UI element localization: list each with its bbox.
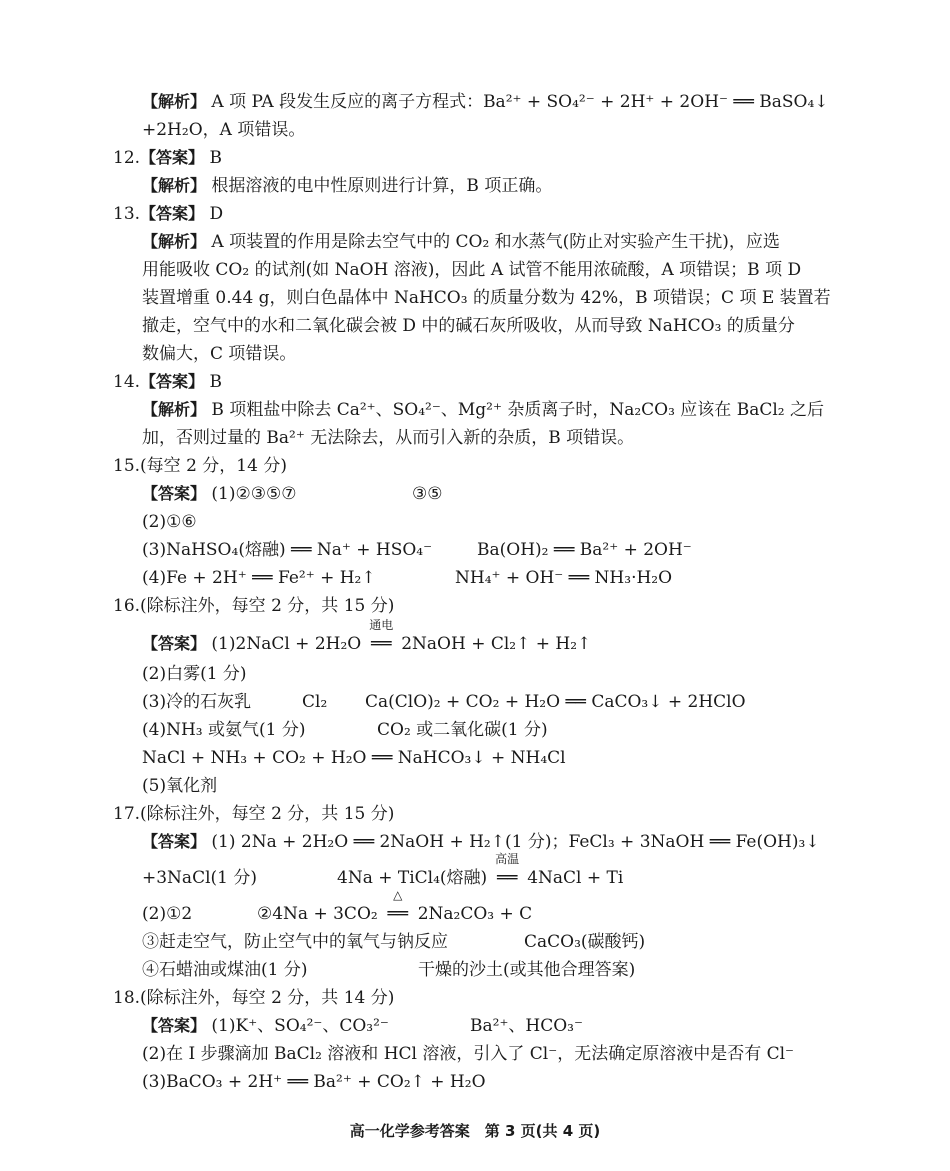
q14-number: 14.: [113, 372, 141, 392]
q17-part1c: [337, 852, 624, 890]
q17-part3b: CaCO₃(碳酸钙): [524, 932, 646, 952]
q16-answer-line1: [142, 618, 592, 656]
q14-answer: [113, 370, 222, 394]
q13-answer-tag: 【答案】: [140, 204, 205, 223]
q11-jiexi-tag: 【解析】: [142, 92, 207, 111]
q17-condition-arrow-2: △ ══: [378, 902, 418, 926]
q17-condition-arrow-1: 高温 ══: [487, 866, 527, 890]
q16-line3: [142, 690, 746, 714]
q18-part1b: Ba²⁺、HCO₃⁻: [470, 1016, 583, 1036]
q15-answer-tag: 【答案】: [142, 484, 207, 503]
q17-part1a: (1) 2Na + 2H₂O ══ 2NaOH + H₂↑(1 分)；FeCl₃ + 3NaOH ══ Fe(OH)₃↓: [211, 832, 820, 852]
q12-answer: [113, 146, 222, 170]
q17-part2b: [257, 888, 533, 926]
q17-part1c-left: 4Na + TiCl₄(熔融): [337, 868, 488, 888]
q17-line3: [142, 930, 646, 954]
q13-answer-value: D: [209, 204, 224, 224]
q17-condition-label-1: 高温: [495, 852, 520, 866]
q18-part2: (2)在 Ⅰ 步骤滴加 BaCl₂ 溶液和 HCl 溶液，引入了 Cl⁻，无法确定原溶液中是否有 Cl⁻: [142, 1044, 795, 1064]
q18-header: 18.(除标注外，每空 2 分，共 14 分): [113, 988, 395, 1008]
q16-part1-left: (1)2NaCl + 2H₂O: [211, 634, 362, 654]
q14-jiexi-line2: 加，否则过量的 Ba²⁺ 无法除去，从而引入新的杂质，B 项错误。: [142, 428, 635, 448]
q15-answer-line1: [142, 482, 443, 506]
q11-line1: [142, 90, 829, 114]
q16-condition-arrow: 通电 ══: [361, 632, 401, 656]
q17-part2b-left: ②4Na + 3CO₂: [257, 904, 378, 924]
q15-part2: (2)①⑥: [142, 512, 197, 532]
q15-header: 15.(每空 2 分，14 分): [113, 456, 287, 476]
q16-part4b: CO₂ 或二氧化碳(1 分): [377, 720, 548, 740]
q15-line3: [142, 538, 692, 562]
q15-part3a: (3)NaHSO₄(熔融) ══ Na⁺ + HSO₄⁻: [142, 540, 433, 560]
q13-answer: [113, 202, 223, 226]
q16-answer-tag: 【答案】: [142, 634, 207, 653]
q16-part3c: Ca(ClO)₂ + CO₂ + H₂O ══ CaCO₃↓ + 2HClO: [365, 692, 746, 712]
q17-part2a: (2)①2: [142, 904, 193, 924]
q18-answer-tag: 【答案】: [142, 1016, 207, 1035]
q16-part4c: NaCl + NH₃ + CO₂ + H₂O ══ NaHCO₃↓ + NH₄Cl: [142, 748, 566, 768]
q13-jiexi-line4: 撤走，空气中的水和二氧化碳会被 D 中的碱石灰所吸收，从而导致 NaHCO₃ 的质量分: [142, 316, 795, 336]
q17-line2: [142, 888, 533, 926]
q15-part1a: (1)②③⑤⑦: [211, 484, 297, 504]
q15-part3b: Ba(OH)₂ ══ Ba²⁺ + 2OH⁻: [477, 540, 692, 560]
q16-part3a: (3)冷的石灰乳: [142, 692, 252, 712]
q16-part2: (2)白雾(1 分): [142, 664, 247, 684]
q16-part3b: Cl₂: [302, 692, 328, 712]
q17-condition-label-2: △: [393, 888, 403, 902]
q13-jiexi-line2: 用能吸收 CO₂ 的试剂(如 NaOH 溶液)，因此 A 试管不能用浓硫酸，A 项错误；B 项 D: [142, 260, 802, 280]
q18-part3: (3)BaCO₃ + 2H⁺ ══ Ba²⁺ + CO₂↑ + H₂O: [142, 1072, 486, 1092]
q13-jiexi-tag: 【解析】: [142, 232, 207, 251]
q16-part1-right: 2NaOH + Cl₂↑ + H₂↑: [401, 634, 592, 654]
q12-answer-value: B: [209, 148, 222, 168]
q15-part4b: NH₄⁺ + OH⁻ ══ NH₃·H₂O: [455, 568, 673, 588]
q14-jiexi-tag: 【解析】: [142, 400, 207, 419]
q12-jiexi-tag: 【解析】: [142, 176, 207, 195]
q17-answer-line1: [142, 830, 820, 854]
q17-part1b: +3NaCl(1 分): [142, 868, 257, 888]
q18-part1a: (1)K⁺、SO₄²⁻、CO₃²⁻: [211, 1016, 389, 1036]
page-footer: 高一化学参考答案 第 3 页(共 4 页): [349, 1122, 601, 1140]
q13-number: 13.: [113, 204, 141, 224]
q18-answer-line1: [142, 1014, 583, 1038]
q17-line4: [142, 958, 636, 982]
q11-line2: +2H₂O，A 项错误。: [142, 120, 306, 140]
q13-jiexi-line3: 装置增重 0.44 g，则白色晶体中 NaHCO₃ 的质量分数为 42%，B 项错误；C 项 E 装置若: [142, 288, 831, 308]
q14-jiexi-text1: B 项粗盐中除去 Ca²⁺、SO₄²⁻、Mg²⁺ 杂质离子时，Na₂CO₃ 应该在 BaCl₂ 之后: [211, 400, 825, 420]
q11-jiexi-text: A 项 PA 段发生反应的离子方程式：Ba²⁺ + SO₄²⁻ + 2H⁺ + 2OH⁻ ══ BaSO₄↓: [211, 92, 829, 112]
q17-part2b-right: 2Na₂CO₃ + C: [417, 904, 533, 924]
q13-jiexi-line5: 数偏大，C 项错误。: [142, 344, 297, 364]
q17-part3a: ③赶走空气，防止空气中的氧气与钠反应: [142, 932, 448, 952]
q12-jiexi: [142, 174, 552, 198]
q14-answer-value: B: [209, 372, 222, 392]
q15-line4: [142, 566, 673, 590]
q12-number: 12.: [113, 148, 141, 168]
q17-part4a: ④石蜡油或煤油(1 分): [142, 960, 308, 980]
q12-answer-tag: 【答案】: [140, 148, 205, 167]
q16-part4a: (4)NH₃ 或氨气(1 分): [142, 720, 306, 740]
q17-part1c-right: 4NaCl + Ti: [527, 868, 624, 888]
q17-part4b: 干燥的沙土(或其他合理答案): [418, 960, 636, 980]
q13-jiexi-text1: A 项装置的作用是除去空气中的 CO₂ 和水蒸气(防止对实验产生干扰)，应选: [211, 232, 780, 252]
q17-answer-tag: 【答案】: [142, 832, 207, 851]
q15-part4a: (4)Fe + 2H⁺ ══ Fe²⁺ + H₂↑: [142, 568, 376, 588]
q14-jiexi-line1: [142, 398, 824, 422]
q17-answer-line2: [142, 852, 624, 890]
q14-answer-tag: 【答案】: [140, 372, 205, 391]
q15-part1b: ③⑤: [412, 484, 443, 504]
q13-jiexi-line1: [142, 230, 780, 254]
q16-part5: (5)氧化剂: [142, 776, 218, 796]
q16-header: 16.(除标注外，每空 2 分，共 15 分): [113, 596, 395, 616]
q17-header: 17.(除标注外，每空 2 分，共 15 分): [113, 804, 395, 824]
q12-jiexi-text: 根据溶液的电中性原则进行计算，B 项正确。: [211, 176, 553, 196]
q16-line4: [142, 718, 548, 742]
q16-condition-label: 通电: [369, 618, 394, 632]
